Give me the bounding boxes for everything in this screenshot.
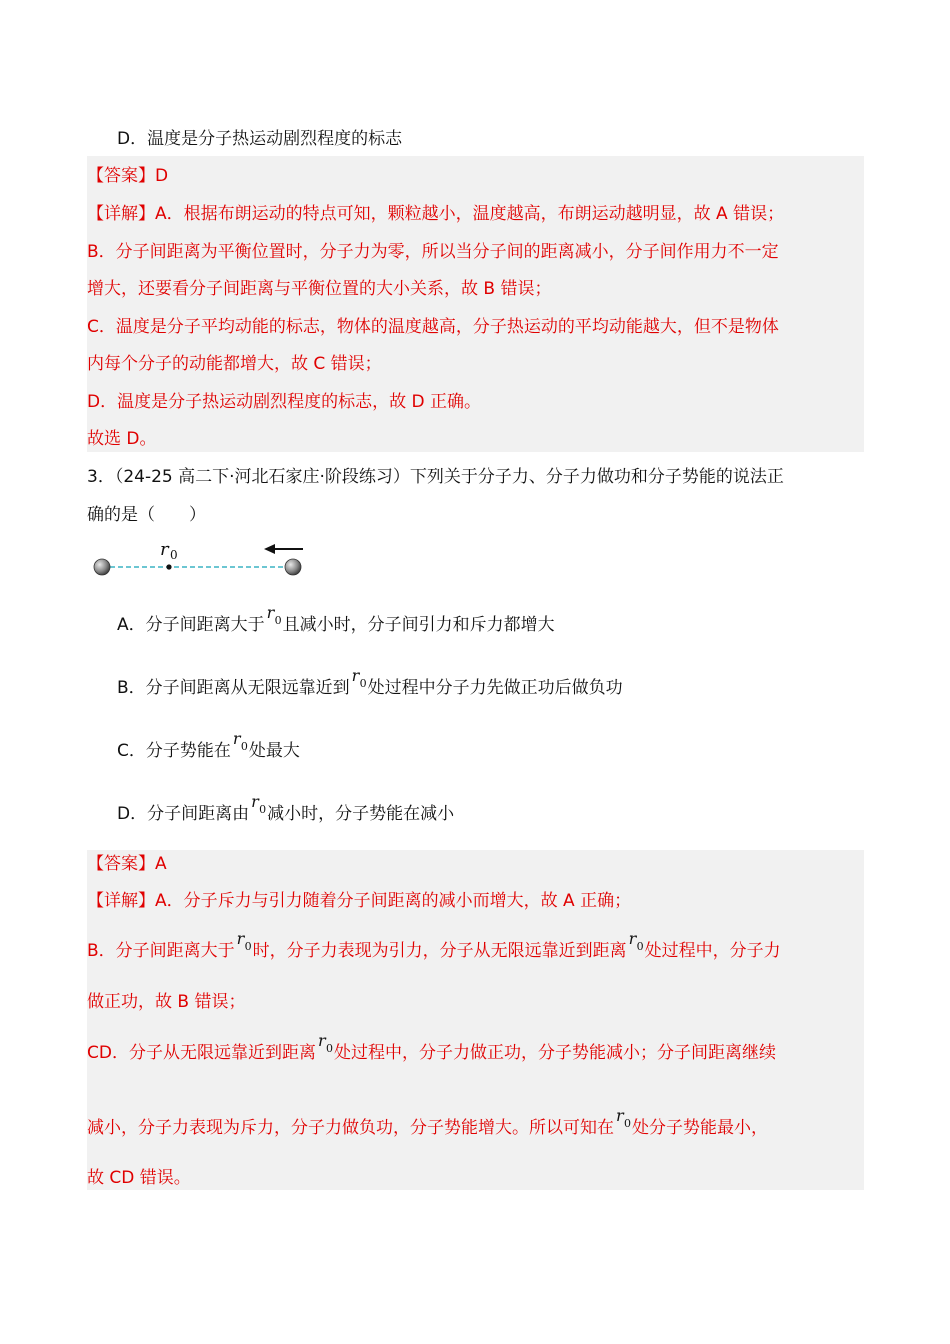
question-3-option-b: B．分子间距离从无限远靠近到 r 0 处过程中分子力先做正功后做负功 [117,666,623,698]
detail-q2-a: 【详解】A．根据布朗运动的特点可知，颗粒越小，温度越高，布朗运动越明显，故 A 错误； [87,204,785,224]
question-3-option-d: D．分子间距离由 r 0 减小时，分子势能在减小 [117,792,455,824]
r0-symbol: r 0 [232,729,248,753]
answer-q2: 【答案】D [87,166,169,186]
r0-point [166,564,171,569]
question-3-stem-line1: 3．（24-25 高二下·河北石家庄·阶段练习）下列关于分子力、分子力做功和分子势能的说法正 [87,467,784,487]
detail-q3-b1: B．分子间距离大于 r 0 时，分子力表现为引力，分子从无限远靠近到距离 r 0 处过程中，分子力 [87,929,781,961]
arrow-left-icon [264,544,275,554]
detail-q3-cd3: 故 CD 错误。 [87,1168,191,1188]
question-2-option-d: D．温度是分子热运动剧烈程度的标志 [117,129,403,149]
detail-q2-c1: C．温度是分子平均动能的标志，物体的温度越高，分子热运动的平均动能越大，但不是物体 [87,317,779,337]
r0-symbol: r 0 [236,929,252,953]
detail-q3-cd2: 减小，分子力表现为斥力，分子力做负功，分子势能增大。所以可知在 r 0 处分子势能最小， [87,1106,768,1138]
r0-symbol: r 0 [628,929,644,953]
question-3-option-c: C．分子势能在 r 0 处最大 [117,729,300,761]
r0-symbol: r 0 [266,603,282,627]
detail-q3-a: 【详解】A．分子斥力与引力随着分子间距离的减小而增大，故 A 正确； [87,891,632,911]
detail-q2-b2: 增大，还要看分子间距离与平衡位置的大小关系，故 B 错误； [87,279,552,299]
molecule-diagram [88,535,308,585]
detail-q3-b2: 做正功，故 B 错误； [87,992,246,1012]
molecule-left [94,559,110,575]
detail-q2-c2: 内每个分子的动能都增大，故 C 错误； [87,354,382,374]
question-3-option-a: A．分子间距离大于 r 0 且减小时，分子间引力和斥力都增大 [117,603,555,635]
r0-label: r [160,539,169,560]
r0-symbol: r 0 [616,1106,631,1130]
answer-q3: 【答案】A [87,854,167,874]
detail-q2-b1: B．分子间距离为平衡位置时，分子力为零，所以当分子间的距离减小，分子间作用力不一定 [87,242,779,262]
r0-symbol: r 0 [317,1031,333,1055]
select-q2: 故选 D。 [87,429,157,449]
r0-symbol: r 0 [351,666,367,690]
molecule-right [285,559,301,575]
r0-symbol: r 0 [251,792,267,816]
r0-label-sub: 0 [170,548,178,562]
question-3-stem-line2: 确的是（ ） [87,505,206,525]
detail-q3-cd1: CD．分子从无限远靠近到距离 r 0 处过程中，分子力做正功，分子势能减小；分子间距离继续 [87,1031,776,1063]
detail-q2-d: D．温度是分子热运动剧烈程度的标志，故 D 正确。 [87,392,481,412]
